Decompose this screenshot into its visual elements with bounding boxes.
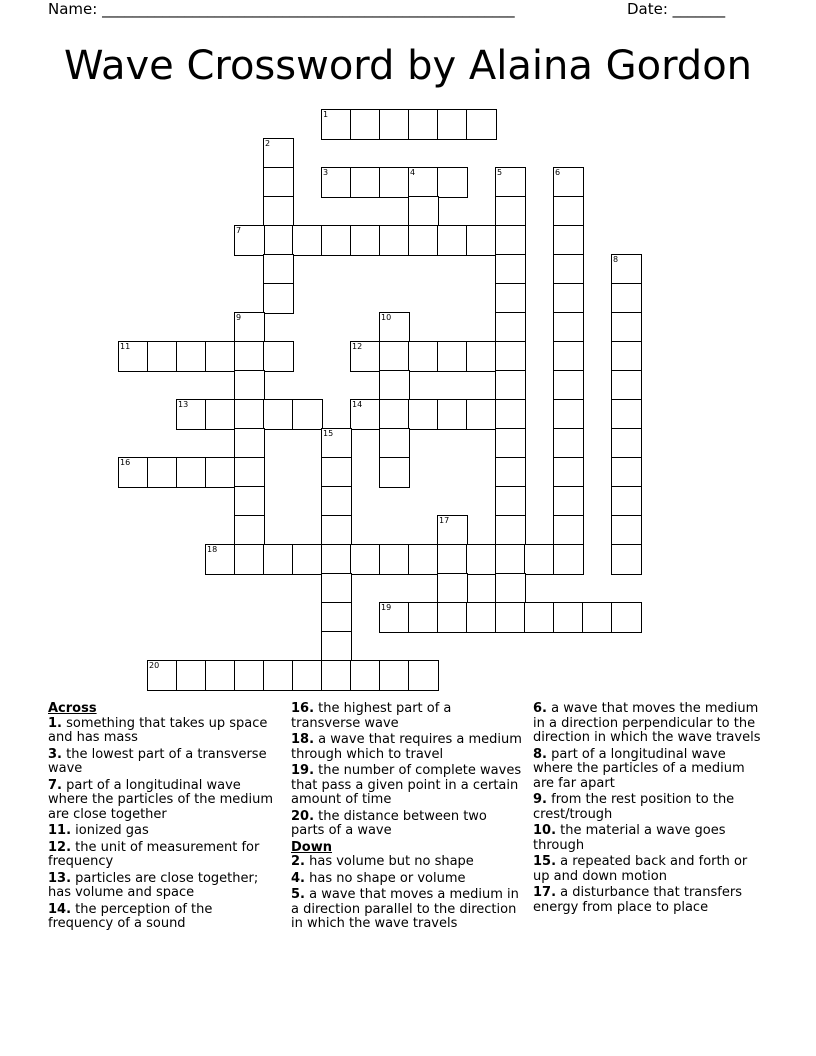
- crossword-cell[interactable]: [466, 341, 497, 372]
- crossword-cell[interactable]: [495, 428, 526, 459]
- clue-number: 8: [613, 255, 619, 264]
- crossword-cell[interactable]: [553, 515, 584, 546]
- crossword-cell[interactable]: [553, 196, 584, 227]
- crossword-cell[interactable]: [466, 399, 497, 430]
- clue-item: [48, 841, 278, 870]
- page-title: Wave Crossword by Alaina Gordon: [63, 43, 753, 89]
- clue-number: 9: [236, 313, 242, 322]
- clue-item-number: 11.: [48, 823, 72, 838]
- clue-number: 18: [207, 545, 218, 554]
- clue-number: 1: [323, 110, 329, 119]
- clue-number: 16: [120, 458, 131, 467]
- crossword-cell[interactable]: [495, 167, 526, 198]
- crossword-cell[interactable]: [495, 544, 526, 575]
- crossword-cell[interactable]: [408, 602, 439, 633]
- crossword-cell[interactable]: [147, 660, 178, 691]
- crossword-cell[interactable]: [118, 457, 149, 488]
- name-field-label: Name: _______________________________________________________: [48, 0, 515, 18]
- crossword-cell[interactable]: [379, 225, 410, 256]
- clue-item: [291, 872, 523, 887]
- crossword-cell[interactable]: [408, 225, 439, 256]
- crossword-cell[interactable]: [350, 660, 381, 691]
- crossword-cell[interactable]: [379, 428, 410, 459]
- crossword-cell[interactable]: [553, 428, 584, 459]
- crossword-cell[interactable]: [553, 312, 584, 343]
- clue-item: [48, 748, 278, 777]
- crossword-cell[interactable]: [437, 515, 468, 546]
- crossword-cell[interactable]: [466, 109, 497, 140]
- clue-item-number: 5.: [291, 887, 305, 902]
- clues-column-1: [48, 702, 278, 934]
- crossword-cell[interactable]: [611, 254, 642, 285]
- crossword-cell[interactable]: [350, 544, 381, 575]
- clue-item: [291, 810, 523, 839]
- clue-item-text: the material a wave goes through: [533, 823, 726, 853]
- crossword-cell[interactable]: [263, 196, 294, 227]
- crossword-cell[interactable]: [611, 283, 642, 314]
- clue-number: 20: [149, 661, 160, 670]
- crossword-cell[interactable]: [495, 573, 526, 604]
- crossword-cell[interactable]: [321, 544, 352, 575]
- crossword-cell[interactable]: [553, 370, 584, 401]
- crossword-cell[interactable]: [379, 544, 410, 575]
- crossword-cell[interactable]: [408, 544, 439, 575]
- crossword-cell[interactable]: [234, 312, 265, 343]
- crossword-cell[interactable]: [205, 544, 236, 575]
- crossword-cell[interactable]: [292, 399, 323, 430]
- clue-item-text: part of a longitudinal wave where the particles of a medium are far apart: [533, 746, 745, 791]
- crossword-cell[interactable]: [408, 399, 439, 430]
- clue-item-text: the distance between two parts of a wave: [291, 808, 487, 838]
- crossword-cell[interactable]: [205, 660, 236, 691]
- crossword-cell[interactable]: [321, 109, 352, 140]
- clue-item-number: 8.: [533, 746, 547, 762]
- crossword-cell[interactable]: [379, 312, 410, 343]
- crossword-cell[interactable]: [379, 602, 410, 633]
- crossword-cell[interactable]: [234, 457, 265, 488]
- clue-number: 14: [352, 400, 363, 409]
- crossword-cell[interactable]: [292, 544, 323, 575]
- clue-number: 15: [323, 429, 334, 438]
- crossword-cell[interactable]: [234, 370, 265, 401]
- clue-item: [48, 903, 278, 932]
- crossword-cell[interactable]: [611, 457, 642, 488]
- clues-column-2: [291, 702, 523, 934]
- crossword-cell[interactable]: [263, 138, 294, 169]
- crossword-cell[interactable]: [379, 109, 410, 140]
- crossword-cell[interactable]: [292, 660, 323, 691]
- crossword-cell[interactable]: [350, 341, 381, 372]
- clue-item-number: 16.: [291, 701, 315, 716]
- crossword-cell[interactable]: [495, 341, 526, 372]
- clue-item-text: particles are close together; has volume and space: [48, 870, 259, 900]
- clue-item-text: part of a longitudinal wave where the particles of the medium are close together: [48, 777, 274, 822]
- clue-number: 3: [323, 168, 329, 177]
- crossword-cell[interactable]: [495, 225, 526, 256]
- clue-item-number: 12.: [48, 839, 72, 855]
- crossword-cell[interactable]: [495, 515, 526, 546]
- crossword-cell[interactable]: [495, 457, 526, 488]
- crossword-cell[interactable]: [379, 370, 410, 401]
- crossword-cell[interactable]: [263, 341, 294, 372]
- clue-item: [291, 733, 523, 762]
- crossword-cell[interactable]: [408, 196, 439, 227]
- clue-number: 12: [352, 342, 363, 351]
- clue-item-number: 4.: [291, 870, 305, 886]
- clue-item: [291, 855, 523, 870]
- clue-item: [533, 748, 765, 792]
- clue-item: [291, 888, 523, 932]
- clue-item: [48, 717, 278, 746]
- clue-item: [533, 702, 765, 746]
- crossword-cell[interactable]: [582, 602, 613, 633]
- clue-item-text: the lowest part of a transverse wave: [48, 746, 267, 776]
- clue-item: [48, 824, 278, 839]
- crossword-cell[interactable]: [234, 544, 265, 575]
- crossword-cell[interactable]: [205, 399, 236, 430]
- crossword-cell[interactable]: [437, 341, 468, 372]
- clue-item-number: 1.: [48, 715, 62, 731]
- clue-item-text: from the rest position to the crest/trough: [533, 792, 735, 822]
- clue-item: [533, 793, 765, 822]
- crossword-cell[interactable]: [379, 457, 410, 488]
- clue-number: 4: [410, 168, 416, 177]
- crossword-cell[interactable]: [437, 573, 468, 604]
- crossword-cell[interactable]: [234, 660, 265, 691]
- crossword-cell[interactable]: [611, 602, 642, 633]
- crossword-cell[interactable]: [176, 457, 207, 488]
- clue-item-text: ionized gas: [75, 823, 149, 838]
- clue-item-text: has volume but no shape: [309, 854, 474, 869]
- crossword-cell[interactable]: [553, 457, 584, 488]
- crossword-cell[interactable]: [263, 660, 294, 691]
- crossword-cell[interactable]: [437, 399, 468, 430]
- clue-item: [48, 872, 278, 901]
- crossword-cell[interactable]: [611, 544, 642, 575]
- clue-item-number: 13.: [48, 870, 72, 886]
- crossword-cell[interactable]: [321, 602, 352, 633]
- date-field-label: Date: _______: [627, 0, 726, 18]
- crossword-cell[interactable]: [234, 486, 265, 517]
- crossword-cell[interactable]: [176, 660, 207, 691]
- crossword-cell[interactable]: [524, 544, 555, 575]
- clue-number: 17: [439, 516, 450, 525]
- crossword-cell[interactable]: [553, 399, 584, 430]
- crossword-cell[interactable]: [553, 341, 584, 372]
- crossword-cell[interactable]: [437, 109, 468, 140]
- clue-item-number: 20.: [291, 808, 315, 824]
- clue-number: 7: [236, 226, 242, 235]
- crossword-cell[interactable]: [379, 341, 410, 372]
- crossword-cell[interactable]: [408, 109, 439, 140]
- crossword-cell[interactable]: [611, 428, 642, 459]
- crossword-cell[interactable]: [611, 370, 642, 401]
- clue-item-text: the unit of measurement for frequency: [48, 839, 260, 869]
- clue-section-heading: Across: [48, 701, 97, 716]
- crossword-cell[interactable]: [263, 283, 294, 314]
- crossword-cell[interactable]: [350, 167, 381, 198]
- crossword-cell[interactable]: [437, 225, 468, 256]
- crossword-cell[interactable]: [611, 399, 642, 430]
- crossword-cell[interactable]: [611, 341, 642, 372]
- clue-number: 11: [120, 342, 131, 351]
- clue-item-number: 9.: [533, 792, 547, 807]
- clue-item: [48, 779, 278, 823]
- crossword-cell[interactable]: [553, 486, 584, 517]
- clue-item-text: a wave that moves the medium in a direction perpendicular to the direction in which the wave travels: [533, 701, 761, 745]
- crossword-cell[interactable]: [611, 515, 642, 546]
- crossword-cell[interactable]: [495, 486, 526, 517]
- crossword-cell[interactable]: [408, 341, 439, 372]
- clue-item-text: a wave that requires a medium through which to travel: [291, 732, 522, 762]
- clue-item-number: 17.: [533, 885, 557, 900]
- crossword-cell[interactable]: [437, 167, 468, 198]
- crossword-cell[interactable]: [234, 515, 265, 546]
- clue-section-heading: Down: [291, 839, 332, 855]
- clue-number: 19: [381, 603, 392, 612]
- clue-item-number: 14.: [48, 901, 72, 917]
- crossword-cell[interactable]: [495, 283, 526, 314]
- clue-item-text: the highest part of a transverse wave: [291, 701, 452, 731]
- clue-item-text: a disturbance that transfers energy from place to place: [533, 885, 742, 915]
- crossword-cell[interactable]: [321, 457, 352, 488]
- clue-item-text: the number of complete waves that pass a given point in a certain amount of time: [291, 763, 522, 807]
- crossword-cell[interactable]: [437, 602, 468, 633]
- crossword-cell[interactable]: [553, 602, 584, 633]
- crossword-cell[interactable]: [495, 399, 526, 430]
- crossword-cell[interactable]: [408, 660, 439, 691]
- crossword-cell[interactable]: [147, 457, 178, 488]
- clue-item-text: has no shape or volume: [309, 870, 466, 886]
- clue-item-text: something that takes up space and has mass: [48, 715, 268, 745]
- clue-item-number: 3.: [48, 746, 62, 762]
- crossword-cell[interactable]: [466, 225, 497, 256]
- crossword-cell[interactable]: [466, 544, 497, 575]
- clue-item: [533, 886, 765, 915]
- clue-number: 5: [497, 168, 503, 177]
- clue-item-text: a wave that moves a medium in a direction parallel to the direction in which the wave travels: [291, 887, 519, 931]
- crossword-cell[interactable]: [263, 225, 294, 256]
- clues-column-3: [533, 702, 765, 917]
- clue-item-text: a repeated back and forth or up and down motion: [533, 854, 748, 884]
- clue-item-number: 7.: [48, 777, 62, 793]
- crossword-cell[interactable]: [176, 341, 207, 372]
- clue-item: [291, 764, 523, 808]
- crossword-cell[interactable]: [321, 428, 352, 459]
- crossword-cell[interactable]: [321, 225, 352, 256]
- crossword-cell[interactable]: [292, 225, 323, 256]
- clue-number: 13: [178, 400, 189, 409]
- crossword-cell[interactable]: [234, 341, 265, 372]
- crossword-cell[interactable]: [553, 254, 584, 285]
- clue-item-number: 19.: [291, 763, 315, 778]
- crossword-cell[interactable]: [234, 225, 265, 256]
- clue-item-number: 10.: [533, 823, 557, 838]
- crossword-cell[interactable]: [495, 370, 526, 401]
- crossword-cell[interactable]: [205, 341, 236, 372]
- crossword-cell[interactable]: [437, 544, 468, 575]
- crossword-cell[interactable]: [379, 399, 410, 430]
- crossword-cell[interactable]: [350, 109, 381, 140]
- crossword-cell[interactable]: [350, 225, 381, 256]
- crossword-cell[interactable]: [553, 225, 584, 256]
- crossword-cell[interactable]: [234, 428, 265, 459]
- clue-item-number: 15.: [533, 854, 557, 869]
- crossword-cell[interactable]: [379, 167, 410, 198]
- crossword-cell[interactable]: [495, 602, 526, 633]
- crossword-cell[interactable]: [205, 457, 236, 488]
- crossword-cell[interactable]: [611, 312, 642, 343]
- crossword-cell[interactable]: [495, 196, 526, 227]
- crossword-cell[interactable]: [234, 399, 265, 430]
- clue-item: [291, 702, 523, 731]
- clue-item: [533, 824, 765, 853]
- crossword-cell[interactable]: [495, 254, 526, 285]
- crossword-cell[interactable]: [263, 544, 294, 575]
- crossword-cell[interactable]: [611, 486, 642, 517]
- crossword-cell[interactable]: [379, 660, 410, 691]
- clue-number: 2: [265, 139, 271, 148]
- crossword-cell[interactable]: [263, 254, 294, 285]
- clue-item-number: 18.: [291, 732, 315, 747]
- crossword-cell[interactable]: [495, 312, 526, 343]
- crossword-cell[interactable]: [524, 602, 555, 633]
- crossword-cell[interactable]: [553, 167, 584, 198]
- crossword-cell[interactable]: [553, 283, 584, 314]
- crossword-cell[interactable]: [553, 544, 584, 575]
- crossword-cell[interactable]: [321, 486, 352, 517]
- crossword-cell[interactable]: [408, 167, 439, 198]
- crossword-cell[interactable]: [321, 631, 352, 662]
- crossword-cell[interactable]: [321, 660, 352, 691]
- clue-item-text: the perception of the frequency of a sound: [48, 901, 213, 931]
- clue-item-number: 2.: [291, 854, 305, 869]
- crossword-cell[interactable]: [176, 399, 207, 430]
- clue-number: 6: [555, 168, 561, 177]
- crossword-cell[interactable]: [147, 341, 178, 372]
- crossword-cell[interactable]: [321, 515, 352, 546]
- crossword-cell[interactable]: [263, 167, 294, 198]
- crossword-cell[interactable]: [350, 399, 381, 430]
- crossword-cell[interactable]: [118, 341, 149, 372]
- clue-item: [533, 855, 765, 884]
- crossword-cell[interactable]: [321, 167, 352, 198]
- crossword-cell[interactable]: [321, 573, 352, 604]
- clue-item-number: 6.: [533, 701, 547, 716]
- clue-number: 10: [381, 313, 392, 322]
- crossword-cell[interactable]: [466, 602, 497, 633]
- crossword-cell[interactable]: [263, 399, 294, 430]
